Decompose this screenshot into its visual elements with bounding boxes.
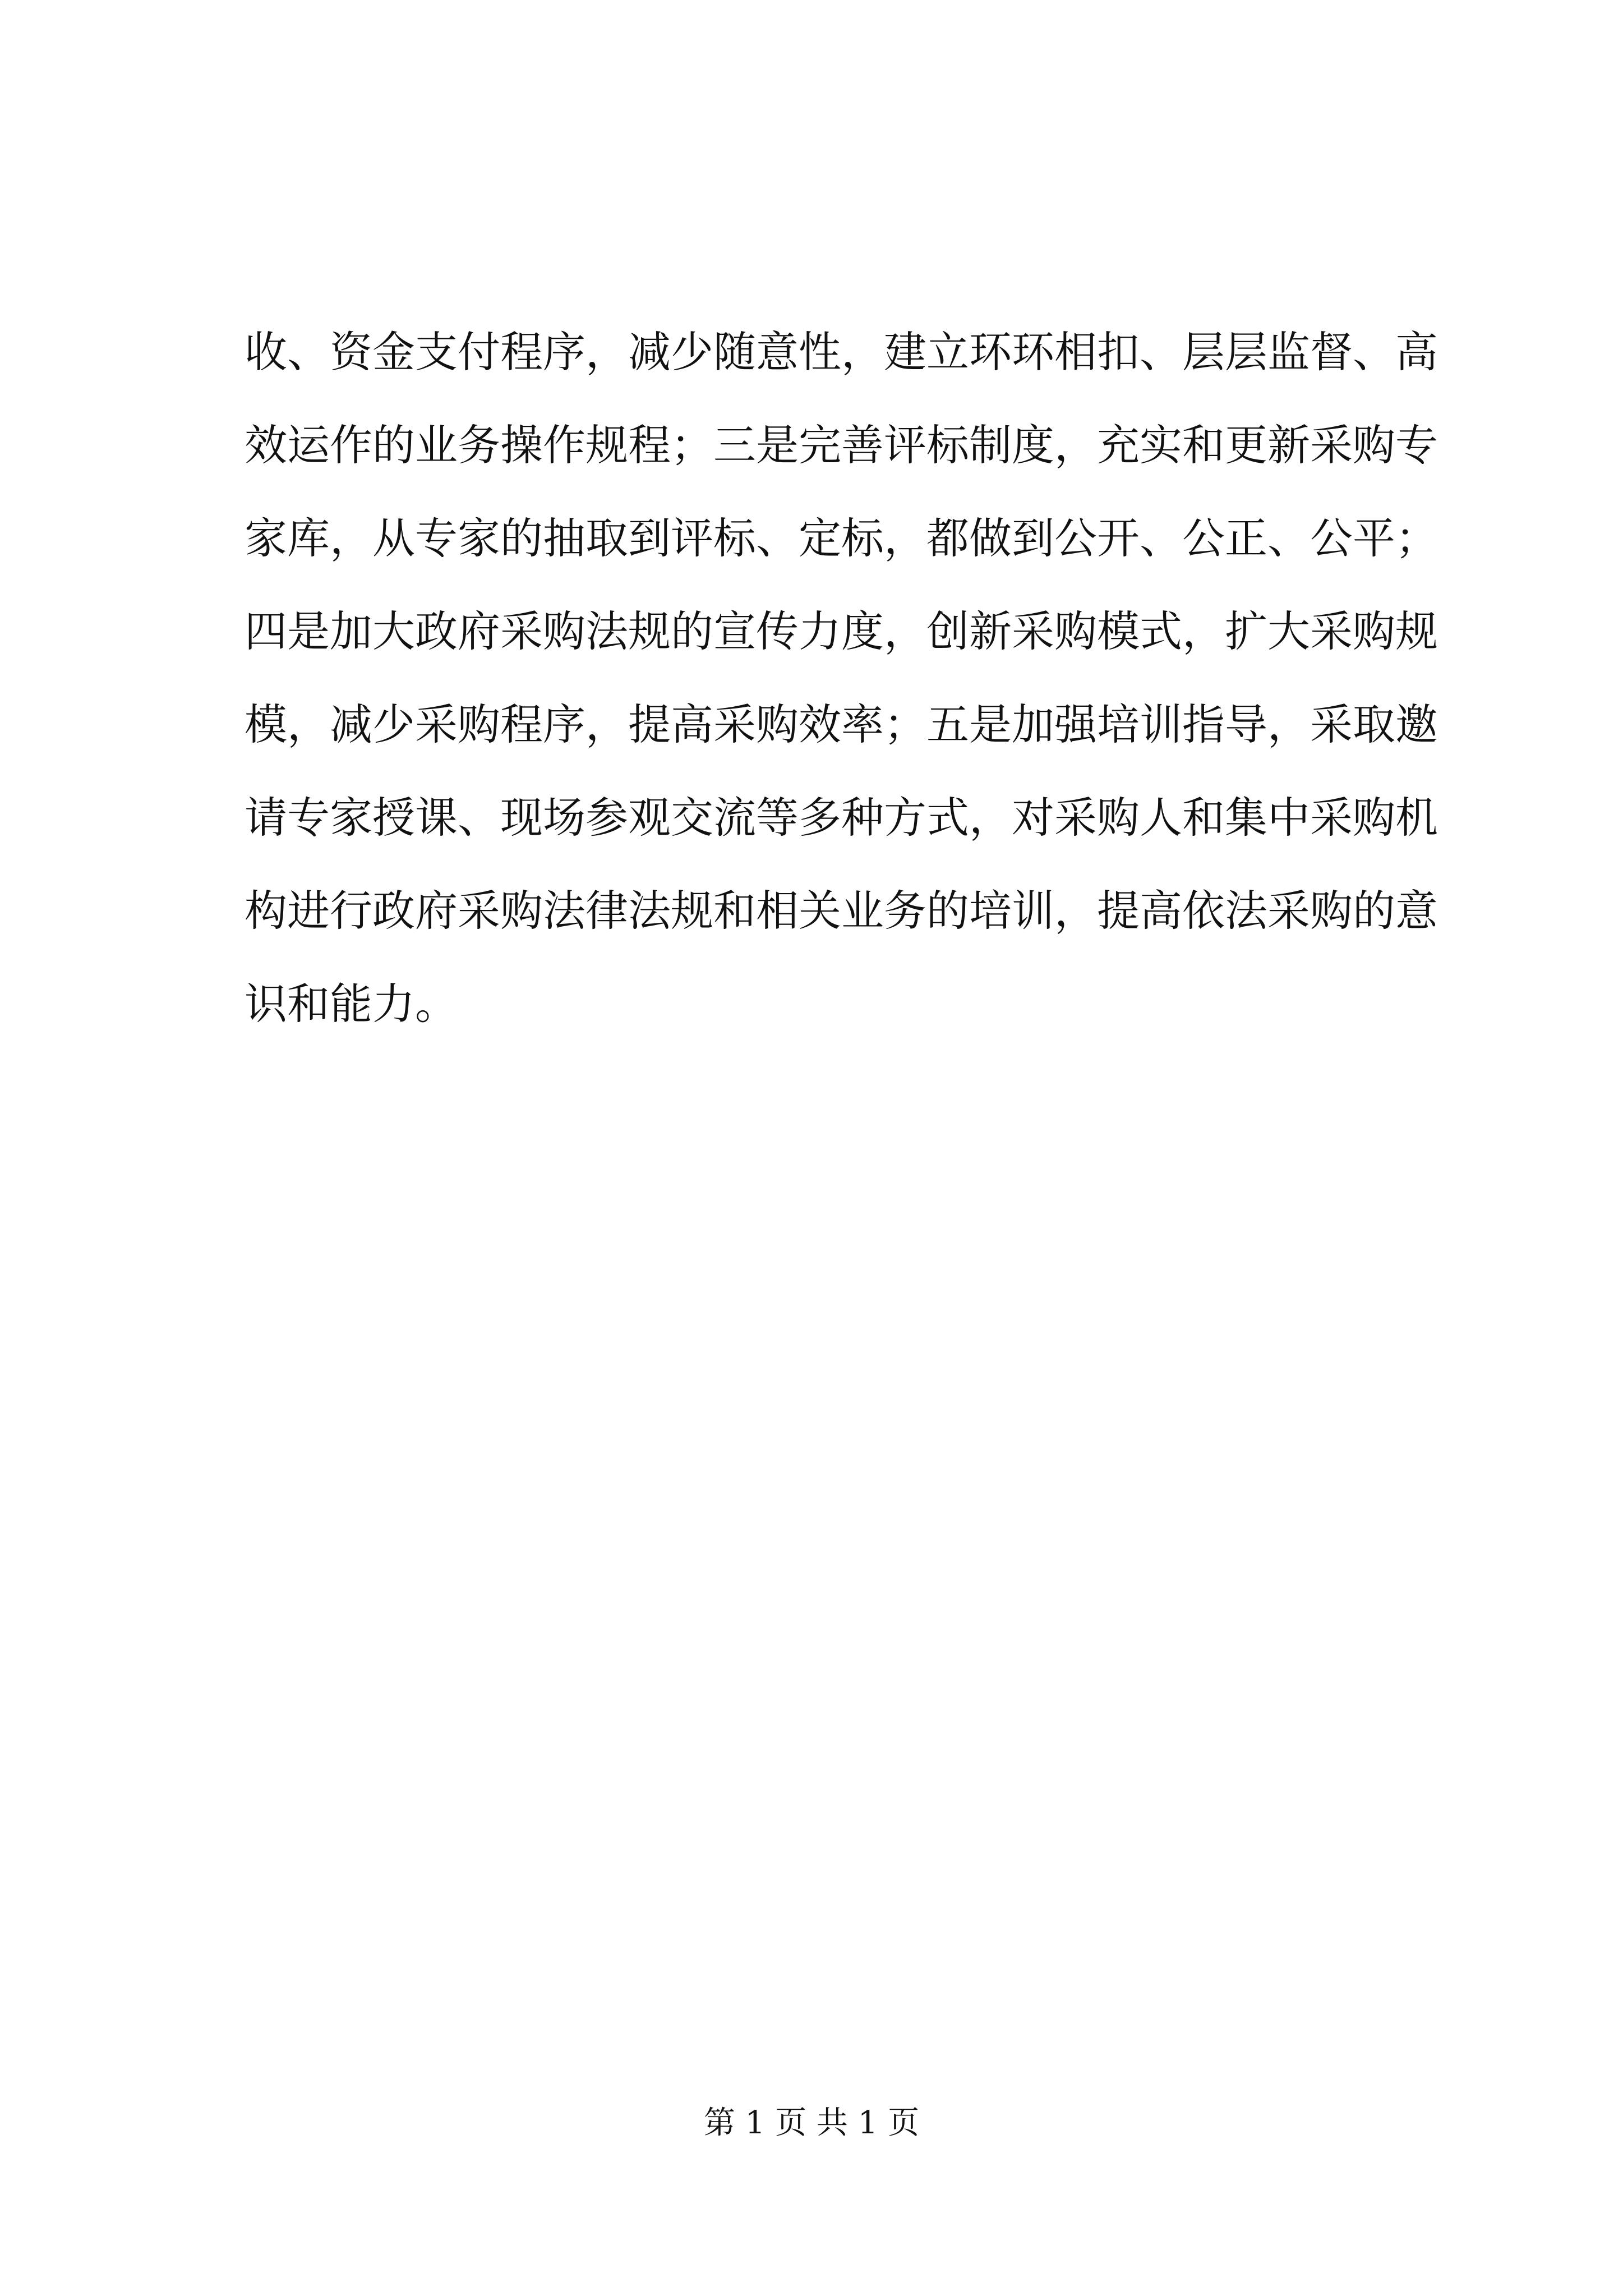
- text-line: 模，减少采购程序，提高采购效率；五是加强培训指导，采取邀: [245, 700, 1438, 749]
- page-number-label: 第 1 页 共 1 页: [703, 2105, 920, 2141]
- text-line: 构进行政府采购法律法规和相关业务的培训，提高依法采购的意: [245, 886, 1438, 936]
- body-paragraph: [245, 306, 1438, 1051]
- text-line: 四是加大政府采购法规的宣传力度，创新采购模式，扩大采购规: [245, 606, 1438, 656]
- text-line: 家库，从专家的抽取到评标、定标，都做到公开、公正、公平；: [245, 513, 1438, 563]
- text-line: 效运作的业务操作规程；三是完善评标制度，充实和更新采购专: [245, 420, 1438, 470]
- text-line: 收、资金支付程序，减少随意性，建立环环相扣、层层监督、高: [245, 327, 1438, 377]
- page-footer: [0, 2101, 1623, 2146]
- text-line: 请专家授课、现场参观交流等多种方式，对采购人和集中采购机: [245, 793, 1438, 843]
- text-line: 识和能力。: [245, 979, 458, 1029]
